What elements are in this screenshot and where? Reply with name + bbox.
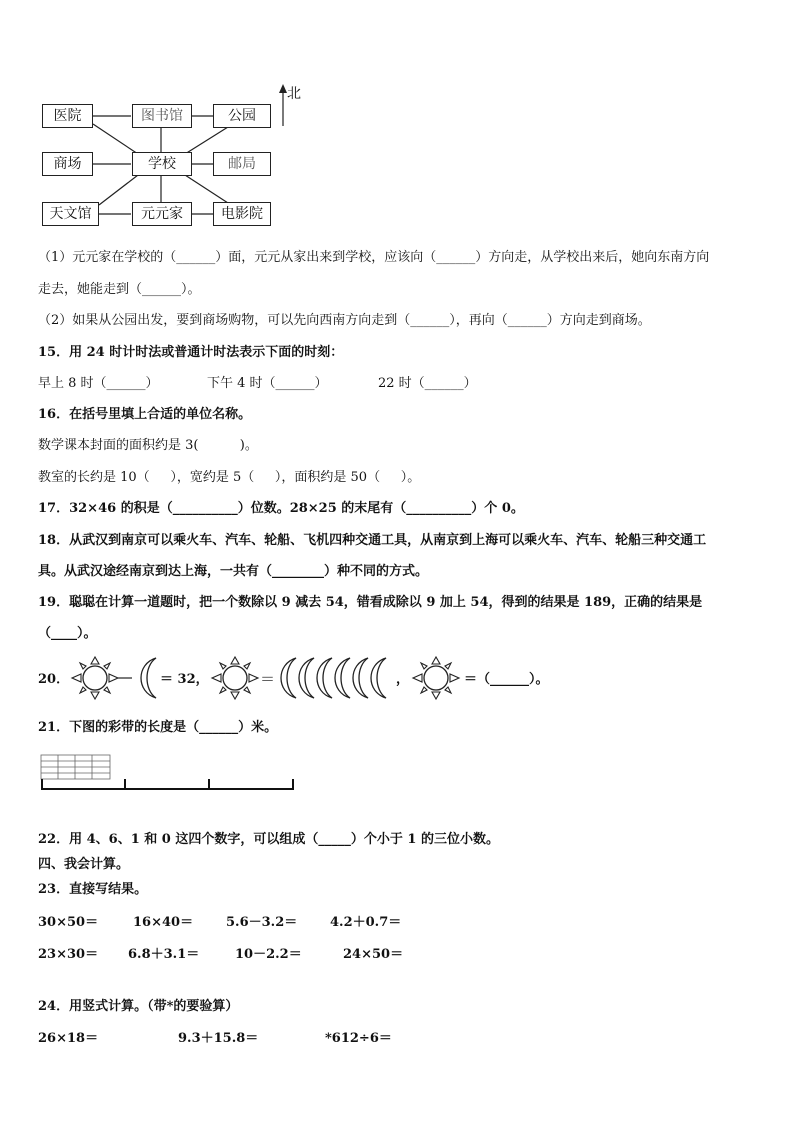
moon-icon [141, 658, 156, 698]
q24-title: 24．用竖式计算。（带*的要验算） [38, 999, 239, 1014]
map-market: 商场 [42, 152, 93, 176]
q17: 17．32×46 的积是（__________）位数。28×25 的末尾有（__________）个 0。 [38, 501, 524, 516]
moon-icon [317, 658, 332, 698]
q20-equation-1: ＝ 32， [160, 672, 209, 687]
north-label: 北 [287, 86, 301, 102]
q23-title: 23．直接写结果。 [38, 882, 148, 897]
q19-line1: 19．聪聪在计算一道题时，把一个数除以 9 减去 54，错看成除以 9 加上 54，得到的结果是 189，正确的结果是 [38, 595, 703, 610]
moon-icon [371, 658, 386, 698]
q14-part1-line2: 走去，她能走到（______）。 [38, 282, 201, 297]
q23-row1-item2: 16×40＝ [133, 915, 194, 930]
map-observatory: 天文馆 [42, 202, 99, 226]
q22: 22．用 4、6、1 和 0 这四个数字，可以组成（_____）个小于 1 的三位小数。 [38, 832, 499, 847]
q23-row2-item2: 6.8＋3.1＝ [128, 947, 200, 962]
q15-item-a: 早上 8 时（______） [38, 376, 159, 391]
map-connector-lines [0, 0, 794, 240]
q15-title: 15．用 24 时计时法或普通计时法表示下面的时刻： [38, 345, 344, 360]
sun-icon [212, 657, 258, 699]
q24-item2: 9.3＋15.8＝ [178, 1031, 259, 1046]
moon-icon [299, 658, 314, 698]
q15-item-b: 下午 4 时（______） [207, 376, 328, 391]
moon-icon [353, 658, 368, 698]
q23-row2-item4: 24×50＝ [343, 947, 404, 962]
q23-row2-item3: 10－2.2＝ [235, 947, 302, 962]
q24-item3: *612÷6＝ [325, 1031, 392, 1046]
ribbon-ruler [0, 750, 794, 820]
map-home: 元元家 [132, 202, 192, 226]
q23-row1-item1: 30×50＝ [38, 915, 99, 930]
section-four-title: 四、我会计算。 [38, 857, 130, 872]
q21: 21．下图的彩带的长度是（______）米。 [38, 720, 278, 735]
q18-line1: 18．从武汉到南京可以乘火车、汽车、轮船、飞机四种交通工具，从南京到上海可以乘火车、汽车、轮船三种交通工 [38, 533, 707, 548]
q16-item-a: 数学课本封面的面积约是 3( )。 [38, 438, 258, 453]
q14-part2: （2）如果从公园出发，要到商场购物，可以先向西南方向走到（______），再向（______）方向走到商场。 [38, 313, 651, 328]
map-park: 公园 [213, 104, 271, 128]
sun-icon [413, 657, 459, 699]
q20-equation-3: ＝（______）。 [464, 672, 549, 687]
q23-row1-item4: 4.2＋0.7＝ [330, 915, 402, 930]
q20-equation-2: ， [396, 672, 410, 687]
map-cinema: 电影院 [213, 202, 271, 226]
q14-part1-line1: （1）元元家在学校的（______）面，元元从家出来到学校，应该向（______）方向走，从学校出来后，她向东南方向 [38, 250, 710, 265]
svg-text:＝: ＝ [260, 670, 276, 688]
map-school: 学校 [132, 152, 192, 176]
map-hospital: 医院 [42, 104, 93, 128]
q20-label: 20． [38, 672, 70, 687]
map-post-office: 邮局 [213, 152, 271, 176]
q23-row1-item3: 5.6－3.2＝ [226, 915, 298, 930]
map-library: 图书馆 [132, 104, 192, 128]
q18-line2: 具。从武汉途经南京到达上海，一共有（________）种不同的方式。 [38, 564, 429, 579]
q24-item1: 26×18＝ [38, 1031, 99, 1046]
q23-row2-item1: 23×30＝ [38, 947, 99, 962]
q19-line2: （____）。 [38, 626, 97, 641]
moon-icon [335, 658, 350, 698]
q15-item-c: 22 时（______） [378, 376, 477, 391]
ribbon [41, 755, 110, 779]
sun-icon [72, 657, 118, 699]
q16-item-b: 教室的长约是 10（ ），宽约是 5（ ），面积约是 50（ ）。 [38, 470, 421, 485]
q16-title: 16．在括号里填上合适的单位名称。 [38, 407, 252, 422]
moon-icon [281, 658, 296, 698]
